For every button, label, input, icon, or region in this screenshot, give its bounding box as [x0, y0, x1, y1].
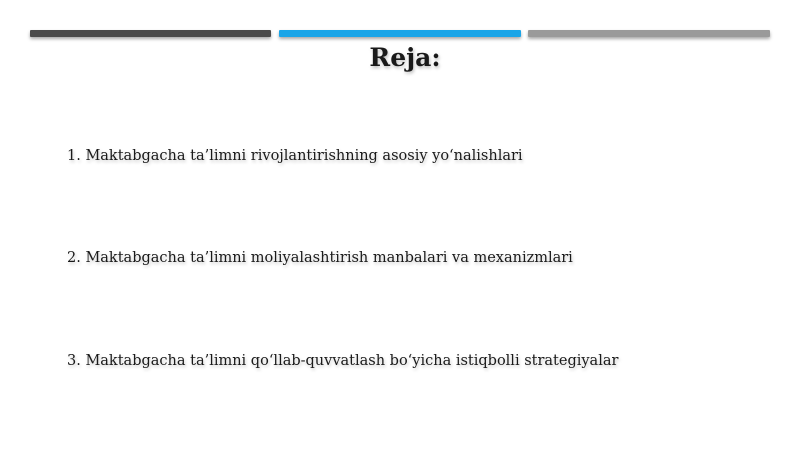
- plan-item-2: 2. Maktabgacha ta’limni moliyalashtirish manbalari va mexanizmlari: [67, 250, 573, 266]
- decorative-bar-middle: [279, 30, 521, 37]
- plan-item-1: 1. Maktabgacha ta’limni rivojlantirishning asosiy yo‘nalishlari: [67, 148, 523, 164]
- slide-title: Reja:: [369, 43, 441, 72]
- plan-item-3: 3. Maktabgacha ta’limni qo‘llab-quvvatlash bo‘yicha istiqbolli strategiyalar: [67, 353, 619, 369]
- decorative-bar-right: [528, 30, 770, 37]
- decorative-bar-left: [30, 30, 271, 37]
